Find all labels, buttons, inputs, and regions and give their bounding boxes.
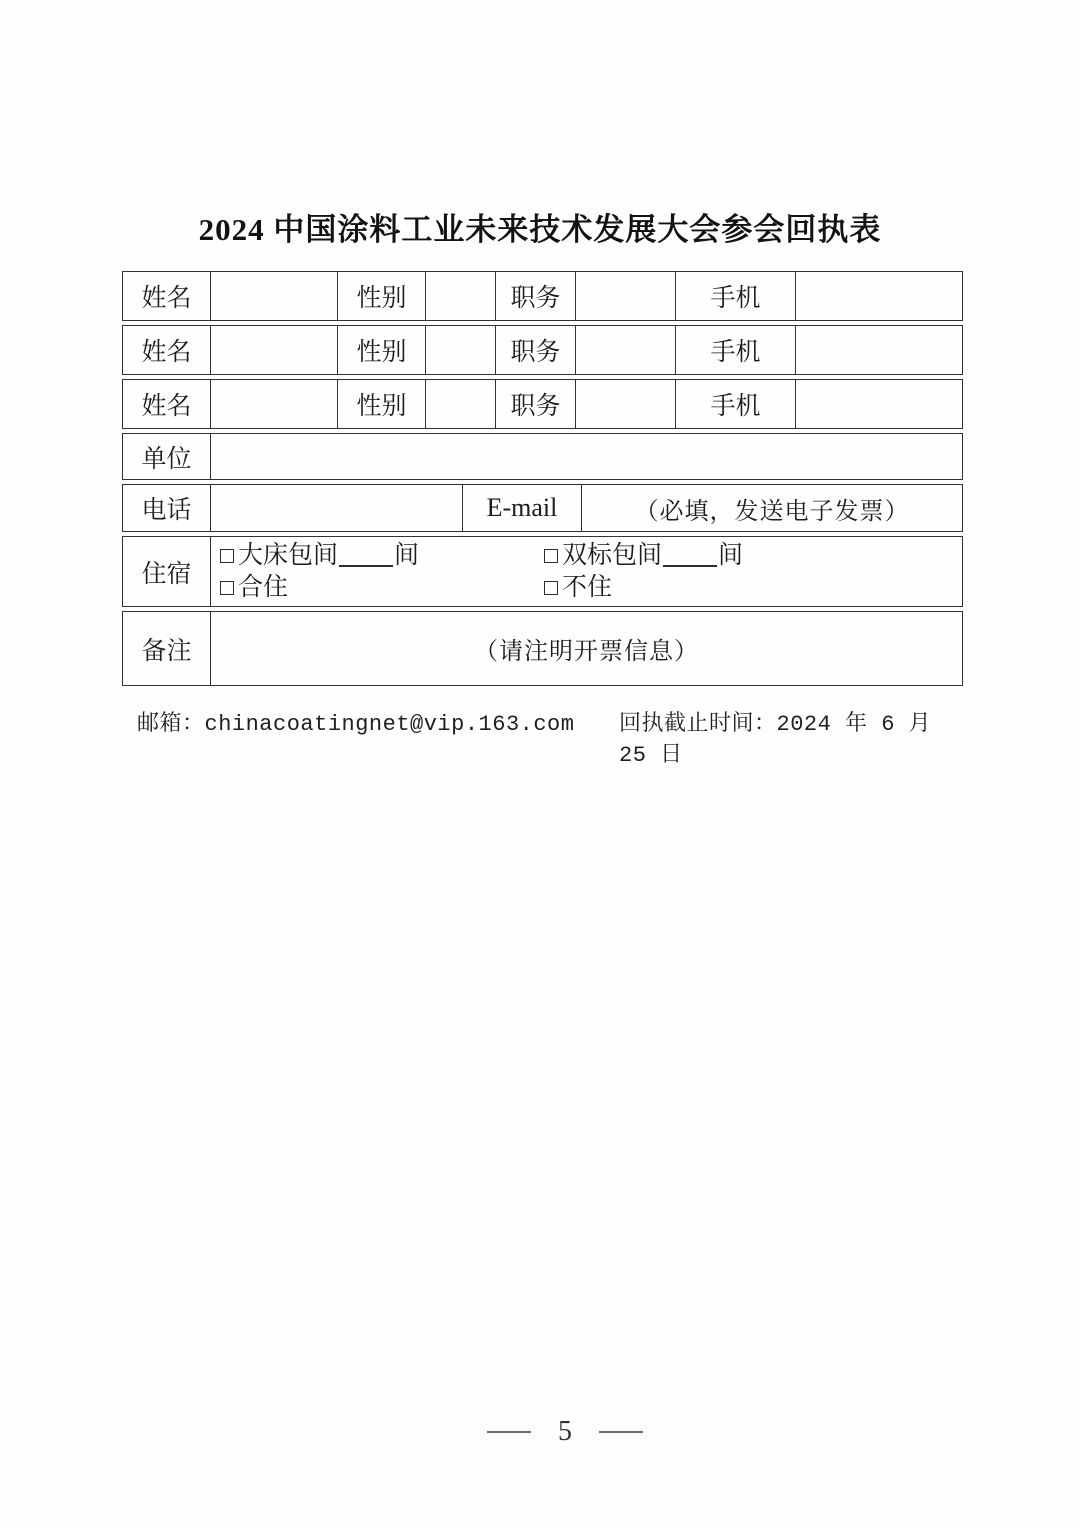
lodging-option-label: 不住 — [562, 573, 613, 601]
phone-value-cell — [211, 485, 463, 531]
gender-label: 性别 — [338, 272, 426, 320]
contact-footer — [122, 704, 963, 768]
checkbox-icon — [220, 549, 234, 563]
gender-label: 性别 — [338, 380, 426, 428]
lodging-line-1 — [220, 540, 962, 572]
name-value-cell — [211, 326, 338, 374]
lodging-option-unit: 间 — [718, 541, 744, 569]
page-number-dash-icon — [487, 1431, 531, 1434]
table-row-lodging — [122, 536, 963, 607]
blank-line — [339, 545, 393, 567]
job-title-label: 职务 — [496, 380, 576, 428]
name-value-cell — [211, 272, 338, 320]
lodging-option-label: 双标包间 — [562, 541, 663, 569]
lodging-option-share-room — [220, 572, 544, 604]
gender-value-cell — [426, 272, 496, 320]
job-title-label: 职务 — [496, 326, 576, 374]
mobile-value-cell — [796, 380, 962, 428]
name-label: 姓名 — [123, 326, 211, 374]
unit-label: 单位 — [123, 434, 211, 479]
name-label: 姓名 — [123, 272, 211, 320]
lodging-label: 住宿 — [123, 537, 211, 606]
table-row-attendee-1 — [122, 271, 963, 321]
job-title-value-cell — [576, 326, 676, 374]
lodging-options-cell — [211, 537, 962, 606]
phone-label: 电话 — [123, 485, 211, 531]
mobile-label: 手机 — [676, 272, 796, 320]
lodging-option-label: 合住 — [238, 573, 289, 601]
name-value-cell — [211, 380, 338, 428]
table-row-attendee-2 — [122, 325, 963, 375]
lodging-line-2 — [220, 572, 962, 604]
contact-email-text: 邮箱：chinacoatingnet@vip.163.com — [137, 712, 575, 737]
reply-form-table — [122, 271, 963, 686]
lodging-option-unit: 间 — [394, 541, 420, 569]
checkbox-icon — [220, 581, 234, 595]
checkbox-icon — [544, 549, 558, 563]
mobile-label: 手机 — [676, 380, 796, 428]
reply-deadline-text: 回执截止时间：2024 年 6 月 25 日 — [619, 712, 932, 768]
remark-note: （请注明开票信息） — [474, 639, 699, 665]
lodging-option-twin-room — [544, 540, 743, 572]
page-number-dash-icon — [599, 1431, 643, 1434]
table-row-unit — [122, 433, 963, 480]
unit-value-cell — [211, 434, 962, 479]
gender-value-cell — [426, 380, 496, 428]
job-title-value-cell — [576, 380, 676, 428]
gender-value-cell — [426, 326, 496, 374]
page-number-value: 5 — [558, 1416, 572, 1447]
page-number — [25, 1418, 1080, 1446]
lodging-option-no-stay — [544, 572, 612, 604]
email-label: E-mail — [463, 485, 582, 531]
name-label: 姓名 — [123, 380, 211, 428]
mobile-label: 手机 — [676, 326, 796, 374]
checkbox-icon — [544, 581, 558, 595]
page-title: 2024 中国涂料工业未来技术发展大会参会回执表 — [198, 212, 882, 247]
gender-label: 性别 — [338, 326, 426, 374]
table-row-attendee-3 — [122, 379, 963, 429]
mobile-value-cell — [796, 326, 962, 374]
email-required-note: （必填，发送电子发票） — [634, 498, 910, 525]
remark-label: 备注 — [123, 612, 211, 685]
job-title-value-cell — [576, 272, 676, 320]
blank-line — [663, 545, 717, 567]
table-row-remark — [122, 611, 963, 686]
table-row-phone-email — [122, 484, 963, 532]
lodging-option-king-room — [220, 540, 544, 572]
job-title-label: 职务 — [496, 272, 576, 320]
mobile-value-cell — [796, 272, 962, 320]
lodging-option-label: 大床包间 — [238, 541, 339, 569]
